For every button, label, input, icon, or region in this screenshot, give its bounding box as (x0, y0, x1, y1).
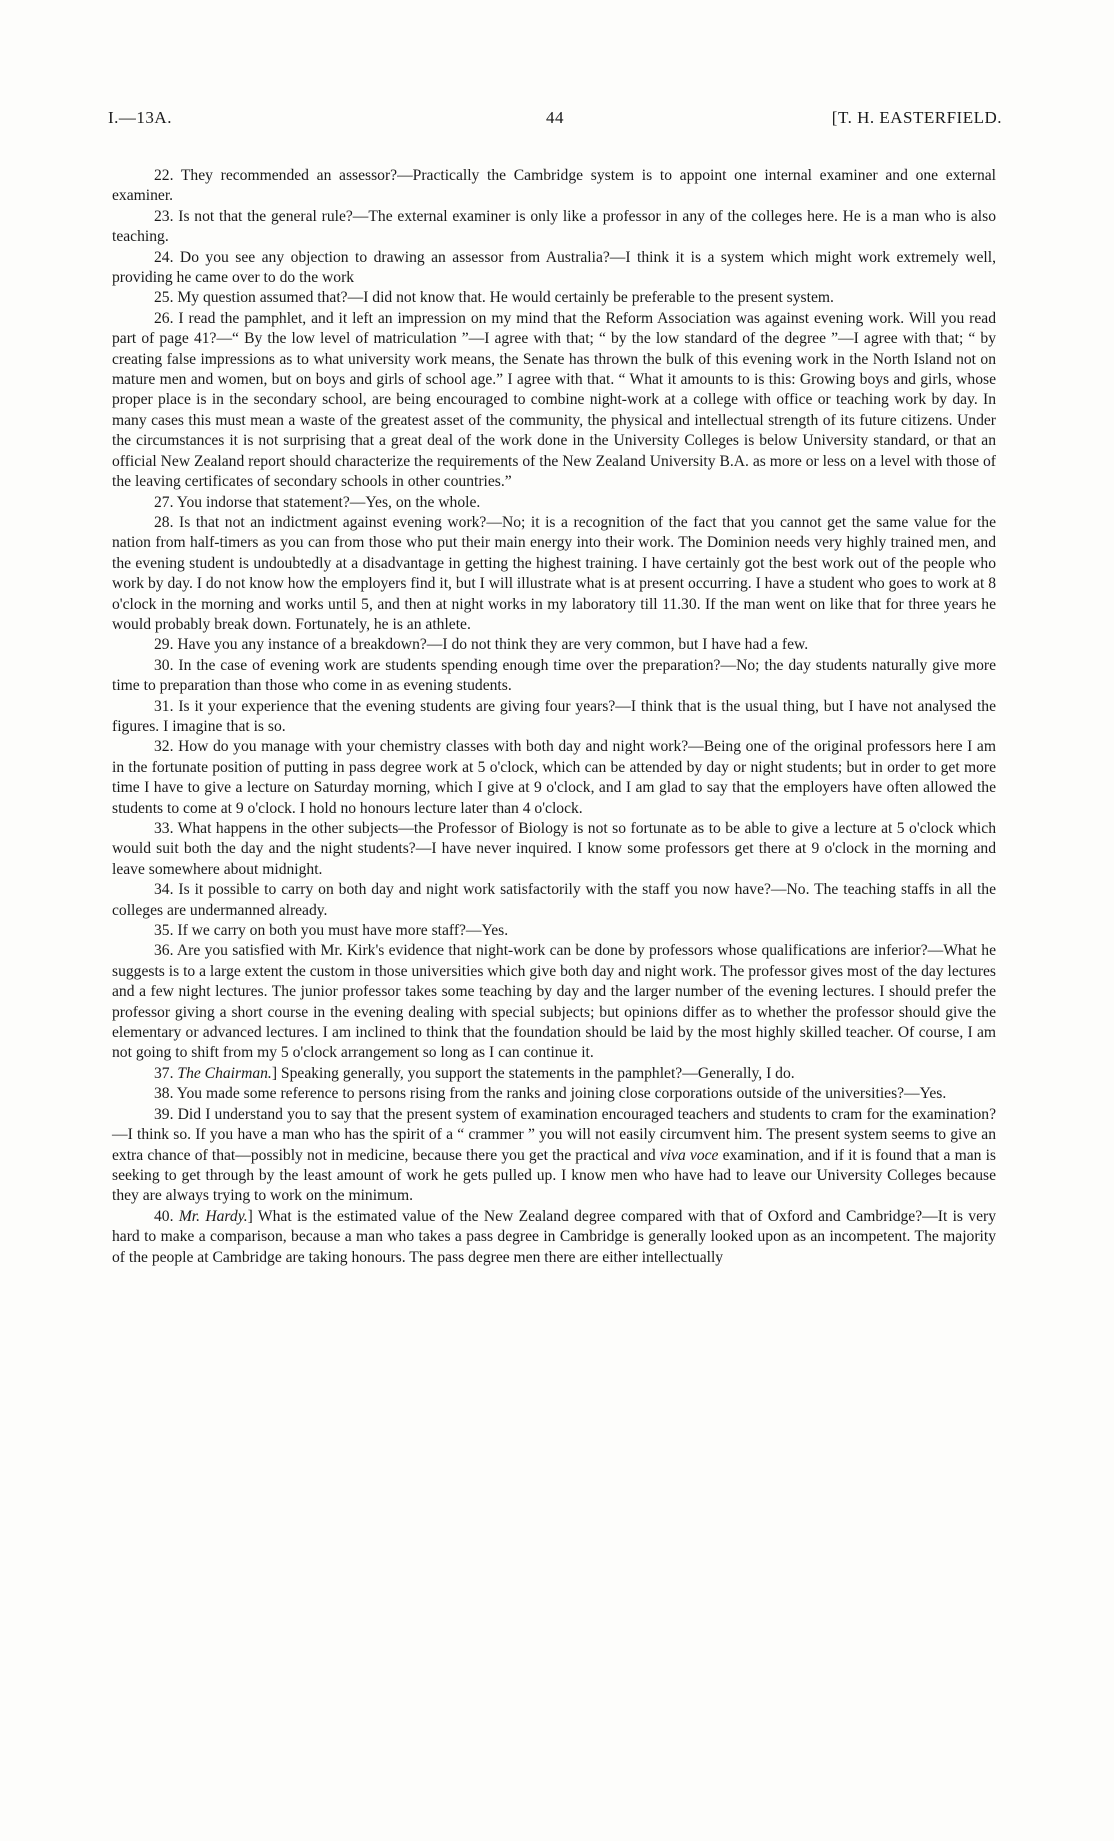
page-header (108, 108, 1002, 138)
question-29: 29. Have you any instance of a breakdown?—I do not think they are very common, but I have had a few. (154, 636, 809, 654)
question-23: 23. Is not that the general rule?—The external examiner is only like a professor in any of the colleges here. He is a man who is also teaching. (112, 207, 996, 246)
question-28: 28. Is that not an indictment against evening work?—No; it is a recognition of the fact that you cannot get the same value for the nation from half-timers as you can from those who put their main energy into their work. The Dominion needs very highly trained men, and the evening student is undoubtedly at a disadvantage in getting the highest training. I have certainly got the best work out of the people who work by day. I do not know how the employers find it, but I will illustrate what is at present occurring. I have a student who goes to work at 8 o'clock in the morning and works until 5, and then at night works in my laboratory till 11.30. If the man went on like that for three years he would probably break down. Fortunately, he is an athlete. (112, 513, 996, 633)
question-text: ] What is the estimated value of the New Zealand degree compared with that of Oxford and Cambridge?—It is very hard to make a comparison, because a man who takes a pass degree in Cambridge is generally looked upon as an incompetent. The majority of the people at Cambridge are taking honours. The pass degree men there are either intellectually (112, 1207, 996, 1266)
question-40 (112, 1207, 996, 1268)
italic-phrase: viva voce (659, 1146, 719, 1164)
question-39 (112, 1105, 996, 1207)
question-text-b: examination, and if it is found that a man is seeking to get through by the least amount of work he gets pulled up. I know men who have had to leave our University Colleges because they are always trying to work on the minimum. (112, 1146, 996, 1205)
question-31: 31. Is it your experience that the evening students are giving four years?—I think that is the usual thing, but I have not analysed the figures. I imagine that is so. (112, 697, 996, 735)
question-37 (112, 1064, 996, 1084)
question-25: 25. My question assumed that?—I did not know that. He would certainly be preferable to the present system. (154, 289, 834, 307)
question-27: 27. You indorse that statement?—Yes, on the whole. (154, 493, 481, 511)
question-32: 32. How do you manage with your chemistry classes with both day and night work?—Being one of the original professors here I am in the fortunate position of putting in pass degree work at 5 o'clock, which can be attended by day or night students; but in order to get more time I have to give a lecture on Saturday morning, which I give at 9 o'clock, and I am glad to say that the employers have often allowed the students to come at 9 o'clock. I hold no honours lecture later than 4 o'clock. (112, 738, 996, 817)
question-35: 35. If we carry on both you must have more staff?—Yes. (154, 922, 509, 940)
question-number: 40. (154, 1207, 179, 1225)
document-reference: I.—13A. (108, 108, 172, 127)
question-number: 37. (154, 1064, 178, 1082)
page-number: 44 (546, 108, 564, 127)
question-26: 26. I read the pamphlet, and it left an impression on my mind that the Reform Association was against evening work. Will you read part of page 41?—“ By the low level of matriculation ”—I agree with that; “ by the low standard of the degree ”—I agree with that; “ by creating false impressions as to what university work means, the Senate has thrown the bulk of this evening work in the North Island not on mature men and women, but on boys and girls of school age.” I agree with that. “ What it amounts to is this: Growing boys and girls, whose proper place is in the secondary school, are being encouraged to combine night-work at a college with office or teaching work by day. In many cases this must mean a waste of the greatest asset of the community, the physical and intellectual strength of its future citizens. Under the circumstances it is not surprising that a great deal of the work done in the University Colleges is below University standard, or that an official New Zealand report should characterize the requirements of the New Zealand University B.A. as more or less on a level with those of the leaving certificates of secondary schools in other countries.” (112, 309, 996, 491)
question-34: 34. Is it possible to carry on both day and night work satisfactorily with the staff you now have?—No. The teaching staffs in all the colleges are undermanned already. (112, 881, 996, 919)
question-text-a: 39. Did I understand you to say that the present system of examination encouraged teachers and students to cram for the examination?—I think so. If you have a man who has the spirit of a “ crammer ” you will not easily circumvent him. The present system seems to give an extra chance of that—possibly not in medicine, because there you get the practical and (112, 1105, 996, 1164)
question-text: ] Speaking generally, you support the statements in the pamphlet?—Generally, I do. (271, 1064, 795, 1082)
speaker-name: Mr. Hardy. (178, 1207, 248, 1225)
witness-name: [T. H. EASTERFIELD. (831, 108, 1002, 127)
question-38: 38. You made some reference to persons rising from the ranks and joining close corporations outside of the universities?—Yes. (154, 1085, 947, 1103)
question-36: 36. Are you satisfied with Mr. Kirk's evidence that night-work can be done by professors whose qualifications are inferior?—What he suggests is to a large extent the custom in those universities which give both day and night work. The professor gives most of the day lectures and a few night lectures. The junior professor takes some teaching by day and the larger number of the evening lectures. I should prefer the professor giving a short course in the evening dealing with special subjects; but opinions differ as to whether the professor should give the elementary or advanced lectures. I am inclined to think that the foundation should be laid by the most highly skilled teacher. Of course, I am not going to shift from my 5 o'clock arrangement so long as I can continue it. (112, 942, 996, 1062)
question-33: 33. What happens in the other subjects—the Professor of Biology is not so fortunate as to be able to give a lecture at 5 o'clock which would suit both the day and the night students?—I have never inquired. I know some professors get there at 9 o'clock in the morning and leave somewhere about midnight. (112, 820, 996, 878)
question-24: 24. Do you see any objection to drawing an assessor from Australia?—I think it is a system which might work extremely well, providing he came over to do the work (112, 248, 996, 287)
evidence-text (112, 166, 996, 1268)
question-22: 22. They recommended an assessor?—Practically the Cambridge system is to appoint one internal examiner and one external examiner. (112, 167, 996, 205)
speaker-name: The Chairman. (177, 1064, 272, 1082)
question-30: 30. In the case of evening work are students spending enough time over the preparation?—No; the day students naturally give more time to preparation than those who come in as evening students. (112, 656, 996, 695)
